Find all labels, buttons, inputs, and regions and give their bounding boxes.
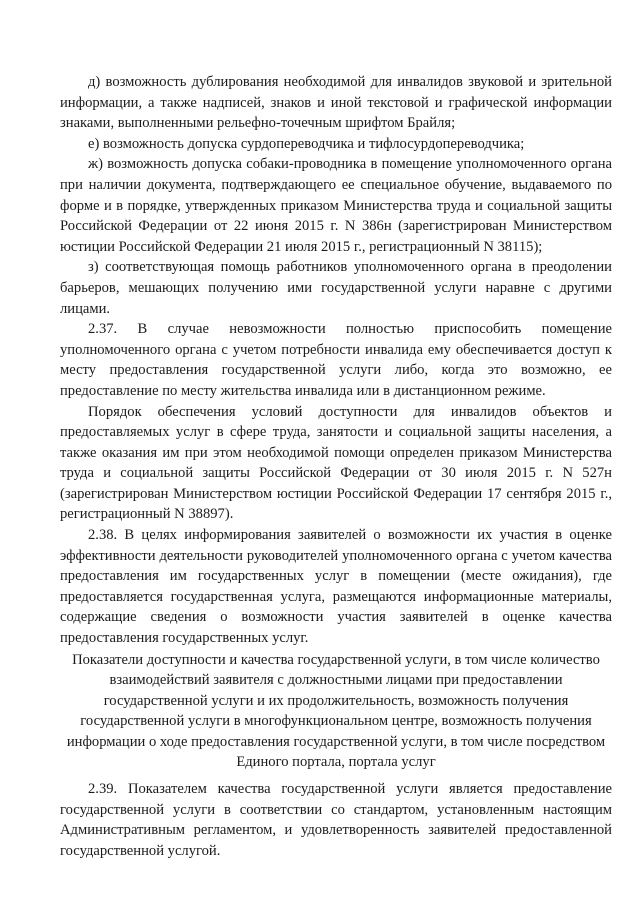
final-section xyxy=(60,779,612,861)
paragraph-z: з) соответствующая помощь работников уполномоченного органа в преодолении барьеров, мешающих получению ими государственной услуги наравне с другими лицами. xyxy=(60,259,612,317)
document-body xyxy=(60,72,612,649)
paragraph-d: д) возможность дублирования необходимой для инвалидов звуковой и зрительной информации, а также надписей, знаков и иной текстовой и графической информации знаками, выполненными рельефно-точечным шрифтом Брайля; xyxy=(60,74,612,132)
paragraph-zh: ж) возможность допуска собаки-проводника в помещение уполномоченного органа при наличии документа, подтверждающего ее специальное обучение, выдаваемого по форме и в порядке, утвержденных приказом Министерства труда и социальной защиты Российской Федерации от 22 июня 2015 г. N 386н (зарегистрирован Министерством юстиции Российской Федерации 21 июля 2015 г., регистрационный N 38115); xyxy=(60,156,612,255)
section-heading: Показатели доступности и качества государственной услуги, в том числе количество взаимодействий заявителя с должностными лицами при предоставлении государственной услуги и их продолжительность, возможность получения государственной услуги в многофункциональном центре, возможность получения информации о ходе предоставления государственной услуги, в том числе посредством Единого портала, портала услуг xyxy=(66,652,606,771)
paragraph-2-37: 2.37. В случае невозможности полностью приспособить помещение уполномоченного органа с учетом потребности инвалида ему обеспечивается доступ к месту предоставления государственной услуги либо, когда это возможно, ее предоставление по месту жительства инвалида или в дистанционном режиме. xyxy=(60,321,612,399)
paragraph-2-39: 2.39. Показателем качества государственной услуги является предоставление государственной услуги в соответствии со стандартом, установленным настоящим Административным регламентом, и удовлетворенность заявителей предоставленной государственной услугой. xyxy=(60,781,612,859)
paragraph-access-order: Порядок обеспечения условий доступности для инвалидов объектов и предоставляемых услуг в сфере труда, занятости и социальной защиты населения, а также оказания им при этом необходимой помощи определен приказом Министерства труда и социальной защиты Российской Федерации от 30 июля 2015 г. N 527н (зарегистрирован Министерством юстиции Российской Федерации 17 сентября 2015 г., регистрационный N 38897). xyxy=(60,403,612,523)
paragraph-2-38: 2.38. В целях информирования заявителей о возможности их участия в оценке эффективности деятельности руководителей уполномоченного органа с учетом качества предоставления им государственных услуг в помещении (месте ожидания), где предоставляется государственная услуга, размещаются информационные материалы, содержащие сведения о возможности участия заявителей в оценке качества предоставления государственных услуг. xyxy=(60,527,612,647)
paragraph-e: е) возможность допуска сурдопереводчика и тифлосурдопереводчика; xyxy=(88,135,525,152)
